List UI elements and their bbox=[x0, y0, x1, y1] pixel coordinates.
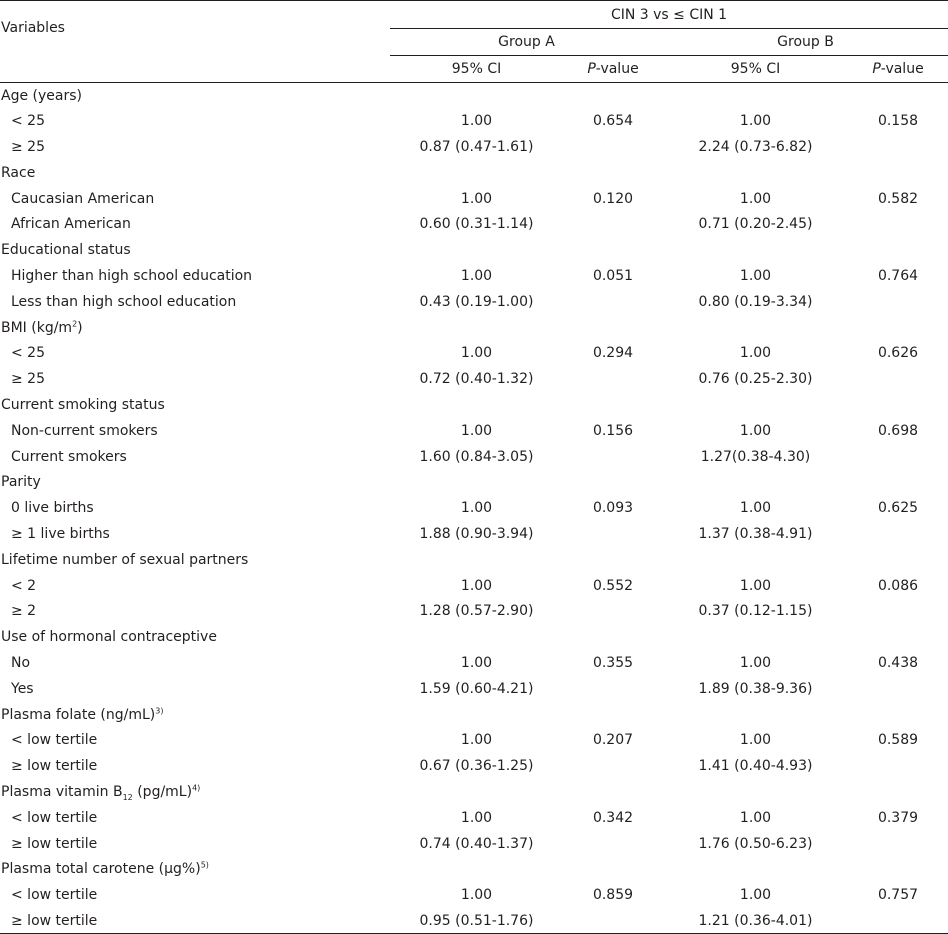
group-b-p-cell: 0.625 bbox=[877, 500, 919, 517]
label-text: ≥ 1 live births bbox=[11, 525, 110, 542]
category-row bbox=[0, 315, 948, 341]
group-b-ci-cell: 2.24 (0.73-6.82) bbox=[698, 138, 813, 155]
group-a-ci-cell: 0.74 (0.40-1.37) bbox=[419, 835, 534, 852]
label-text: < 25 bbox=[11, 113, 45, 130]
group-b-ci-cell: 1.00 bbox=[739, 654, 772, 671]
group-a-p-cell bbox=[563, 547, 663, 573]
label-superscript: 4) bbox=[192, 783, 201, 793]
label-text: ≥ 2 bbox=[11, 603, 37, 620]
subgroup-label bbox=[0, 573, 390, 599]
label-text: < 2 bbox=[11, 577, 37, 594]
category-label bbox=[0, 469, 390, 495]
group-a-p-cell bbox=[563, 598, 663, 624]
group-a-p-cell bbox=[563, 134, 663, 160]
label-text: Race bbox=[1, 164, 36, 181]
label-text: Parity bbox=[1, 474, 41, 491]
group-a-p-cell: 0.294 bbox=[592, 345, 634, 362]
group-a-ci-cell: 1.00 bbox=[460, 500, 493, 517]
group-b-p-cell bbox=[848, 83, 948, 109]
group-b-p-cell bbox=[848, 392, 948, 418]
label-superscript: 3) bbox=[155, 705, 164, 715]
subgroup-label bbox=[0, 186, 390, 212]
comparison-header: CIN 3 vs ≤ CIN 1 bbox=[390, 1, 948, 29]
group-a-ci-cell bbox=[390, 779, 563, 805]
table-row bbox=[0, 598, 948, 624]
group-a-ci-cell: 0.95 (0.51-1.76) bbox=[390, 908, 563, 934]
group-a-ci-cell: 0.87 (0.47-1.61) bbox=[419, 138, 534, 155]
group-b-p-cell bbox=[848, 469, 948, 495]
group-a-ci-cell: 1.00 bbox=[460, 267, 493, 284]
group-b-ci-cell: 1.21 (0.36-4.01) bbox=[663, 908, 848, 934]
group-a-p-cell: 0.552 bbox=[592, 577, 634, 594]
group-b-ci-cell: 0.37 (0.12-1.15) bbox=[698, 603, 813, 620]
table-row bbox=[0, 108, 948, 134]
group-b-p-cell bbox=[848, 366, 948, 392]
label-text: ≥ 25 bbox=[11, 138, 45, 155]
group-b-p-cell: 0.757 bbox=[877, 887, 919, 904]
label-text: Plasma vitamin B bbox=[1, 783, 123, 800]
subgroup-label bbox=[0, 650, 390, 676]
group-b-ci-cell: 1.37 (0.38-4.91) bbox=[698, 525, 813, 542]
table-row bbox=[0, 908, 948, 934]
category-label bbox=[0, 83, 390, 109]
group-b-p-cell bbox=[848, 753, 948, 779]
group-b-ci-cell bbox=[663, 315, 848, 341]
group-a-ci-cell: 0.43 (0.19-1.00) bbox=[419, 293, 534, 310]
label-text: Educational status bbox=[1, 242, 131, 259]
table-header bbox=[0, 1, 948, 83]
group-b-ci-cell: 1.00 bbox=[739, 190, 772, 207]
group-a-ci-header: 95% CI bbox=[390, 56, 563, 83]
label-text: < 25 bbox=[11, 345, 45, 362]
table-row bbox=[0, 289, 948, 315]
group-b-p-cell: 0.582 bbox=[877, 190, 919, 207]
subgroup-label bbox=[0, 418, 390, 444]
group-b-p-cell bbox=[848, 624, 948, 650]
group-a-p-cell bbox=[563, 444, 663, 470]
group-a-ci-cell: 1.00 bbox=[460, 345, 493, 362]
group-b-ci-cell bbox=[663, 779, 848, 805]
group-b-ci-cell bbox=[663, 624, 848, 650]
category-label bbox=[0, 160, 390, 186]
group-a-p-cell bbox=[563, 908, 663, 934]
label-text: Higher than high school education bbox=[11, 267, 253, 284]
group-a-p-cell: 0.355 bbox=[592, 654, 634, 671]
group-a-p-cell bbox=[563, 83, 663, 109]
group-a-ci-cell: 1.00 bbox=[460, 422, 493, 439]
category-label bbox=[0, 779, 390, 805]
group-a-ci-cell: 1.00 bbox=[460, 809, 493, 826]
label-text: Lifetime number of sexual partners bbox=[1, 551, 249, 568]
label-suffix: (pg/mL) bbox=[132, 783, 193, 800]
group-b-ci-cell bbox=[663, 160, 848, 186]
group-a-p-cell bbox=[563, 392, 663, 418]
group-b-p-cell bbox=[848, 444, 948, 470]
table-row bbox=[0, 263, 948, 289]
group-a-p-cell bbox=[563, 211, 663, 237]
variables-header: Variables bbox=[0, 1, 390, 56]
group-b-ci-cell: 0.80 (0.19-3.34) bbox=[698, 293, 813, 310]
label-text: Less than high school education bbox=[11, 293, 237, 310]
group-b-p-cell: 0.438 bbox=[877, 654, 919, 671]
group-a-ci-cell: 1.88 (0.90-3.94) bbox=[419, 525, 534, 542]
category-label bbox=[0, 624, 390, 650]
group-b-p-cell bbox=[848, 676, 948, 702]
group-a-p-cell: 0.654 bbox=[592, 113, 634, 130]
group-a-ci-cell bbox=[390, 237, 563, 263]
group-a-p-cell: 0.859 bbox=[592, 887, 634, 904]
group-a-p-cell bbox=[563, 366, 663, 392]
group-b-p-cell bbox=[848, 779, 948, 805]
group-b-ci-cell: 1.89 (0.38-9.36) bbox=[698, 680, 813, 697]
table-row bbox=[0, 753, 948, 779]
subgroup-label bbox=[0, 211, 390, 237]
subgroup-label bbox=[0, 598, 390, 624]
group-a-p-cell bbox=[563, 831, 663, 857]
group-b-p-cell bbox=[848, 211, 948, 237]
group-b-p-cell bbox=[848, 160, 948, 186]
group-b-ci-cell: 0.71 (0.20-2.45) bbox=[698, 216, 813, 233]
label-superscript: 2 bbox=[72, 318, 78, 328]
group-b-ci-cell: 1.76 (0.50-6.23) bbox=[698, 835, 813, 852]
group-a-ci-cell: 0.72 (0.40-1.32) bbox=[419, 371, 534, 388]
table-row bbox=[0, 444, 948, 470]
group-a-p-cell bbox=[563, 624, 663, 650]
label-text: ≥ low tertile bbox=[11, 835, 98, 852]
table-row bbox=[0, 134, 948, 160]
group-b-ci-cell: 1.00 bbox=[739, 577, 772, 594]
group-a-ci-cell bbox=[390, 469, 563, 495]
group-a-p-cell: 0.051 bbox=[592, 267, 634, 284]
group-b-ci-cell bbox=[663, 856, 848, 882]
table-body bbox=[0, 83, 948, 934]
group-a-ci-cell: 1.59 (0.60-4.21) bbox=[419, 680, 534, 697]
group-a-p-cell bbox=[563, 469, 663, 495]
group-b-p-cell bbox=[848, 831, 948, 857]
group-a-p-cell bbox=[563, 160, 663, 186]
subgroup-label bbox=[0, 882, 390, 908]
table-row bbox=[0, 882, 948, 908]
group-a-p-cell bbox=[563, 315, 663, 341]
group-a-ci-cell: 1.00 bbox=[460, 113, 493, 130]
category-row bbox=[0, 779, 948, 805]
group-b-ci-cell bbox=[663, 83, 848, 109]
label-superscript: 5) bbox=[200, 860, 209, 870]
p-italic: P bbox=[587, 61, 596, 77]
label-text: Current smokers bbox=[11, 448, 127, 465]
group-b-p-cell: 0.626 bbox=[877, 345, 919, 362]
group-a-p-cell: 0.156 bbox=[592, 422, 634, 439]
category-label bbox=[0, 702, 390, 728]
table-row bbox=[0, 418, 948, 444]
label-subscript: 12 bbox=[122, 792, 133, 802]
group-b-p-cell: 0.379 bbox=[877, 809, 919, 826]
label-text: Non-current smokers bbox=[11, 422, 158, 439]
group-b-ci-cell bbox=[663, 547, 848, 573]
group-a-p-cell bbox=[563, 237, 663, 263]
category-row bbox=[0, 160, 948, 186]
group-b-ci-cell bbox=[663, 237, 848, 263]
p-suffix: -value bbox=[880, 61, 924, 77]
group-b-ci-cell: 1.00 bbox=[739, 809, 772, 826]
group-b-p-cell bbox=[848, 702, 948, 728]
group-b-p-cell bbox=[848, 237, 948, 263]
group-a-ci-cell: 1.00 bbox=[460, 732, 493, 749]
group-b-p-cell: 0.698 bbox=[877, 422, 919, 439]
group-a-p-cell bbox=[563, 289, 663, 315]
label-text: Caucasian American bbox=[11, 190, 155, 207]
table-row bbox=[0, 521, 948, 547]
subgroup-label bbox=[0, 831, 390, 857]
category-row bbox=[0, 547, 948, 573]
label-text: < low tertile bbox=[11, 887, 98, 904]
group-b-p-cell bbox=[848, 856, 948, 882]
table-row bbox=[0, 211, 948, 237]
group-b-ci-cell: 0.76 (0.25-2.30) bbox=[698, 371, 813, 388]
label-text: Age (years) bbox=[1, 87, 82, 104]
group-a-p-cell bbox=[563, 753, 663, 779]
category-label bbox=[0, 315, 390, 341]
category-row bbox=[0, 856, 948, 882]
subgroup-label bbox=[0, 108, 390, 134]
group-b-ci-cell bbox=[663, 469, 848, 495]
group-a-ci-cell: 0.60 (0.31-1.14) bbox=[419, 216, 534, 233]
group-b-ci-cell bbox=[663, 392, 848, 418]
group-a-p-cell bbox=[563, 856, 663, 882]
category-label bbox=[0, 547, 390, 573]
group-b-p-cell bbox=[848, 134, 948, 160]
group-b-header: Group B bbox=[663, 29, 948, 56]
label-text: Yes bbox=[11, 680, 34, 697]
subgroup-label bbox=[0, 289, 390, 315]
label-text: Use of hormonal contraceptive bbox=[1, 629, 217, 646]
table-row bbox=[0, 676, 948, 702]
group-b-ci-cell: 1.00 bbox=[739, 732, 772, 749]
subgroup-label bbox=[0, 727, 390, 753]
category-label bbox=[0, 392, 390, 418]
group-a-p-cell bbox=[563, 702, 663, 728]
label-text: < low tertile bbox=[11, 809, 98, 826]
category-row bbox=[0, 469, 948, 495]
table-row bbox=[0, 650, 948, 676]
group-b-ci-cell: 1.00 bbox=[739, 345, 772, 362]
category-label bbox=[0, 237, 390, 263]
subgroup-label bbox=[0, 340, 390, 366]
subgroup-label bbox=[0, 805, 390, 831]
group-a-ci-cell: 1.28 (0.57-2.90) bbox=[419, 603, 534, 620]
category-row bbox=[0, 392, 948, 418]
label-text: < low tertile bbox=[11, 732, 98, 749]
category-row bbox=[0, 702, 948, 728]
subgroup-label bbox=[0, 366, 390, 392]
label-text: ≥ 25 bbox=[11, 371, 45, 388]
p-italic: P bbox=[872, 61, 881, 77]
label-text: No bbox=[11, 654, 31, 671]
subgroup-label bbox=[0, 263, 390, 289]
group-a-ci-cell bbox=[390, 547, 563, 573]
subgroup-label bbox=[0, 753, 390, 779]
group-b-p-header bbox=[848, 56, 948, 83]
group-b-p-cell bbox=[848, 289, 948, 315]
group-a-ci-cell: 1.00 bbox=[460, 577, 493, 594]
group-a-ci-cell bbox=[390, 624, 563, 650]
group-b-ci-header: 95% CI bbox=[663, 56, 848, 83]
group-a-ci-cell: 0.67 (0.36-1.25) bbox=[419, 758, 534, 775]
category-row bbox=[0, 83, 948, 109]
category-row bbox=[0, 237, 948, 263]
group-b-p-cell bbox=[848, 547, 948, 573]
group-a-p-cell bbox=[563, 676, 663, 702]
group-a-ci-cell bbox=[390, 702, 563, 728]
label-text: ≥ low tertile bbox=[11, 758, 98, 775]
label-text: African American bbox=[11, 216, 131, 233]
group-b-p-cell bbox=[848, 598, 948, 624]
subgroup-label bbox=[0, 521, 390, 547]
group-b-p-cell bbox=[848, 315, 948, 341]
subgroup-label bbox=[0, 495, 390, 521]
header-blank bbox=[0, 56, 390, 83]
group-a-p-cell: 0.342 bbox=[592, 809, 634, 826]
group-a-p-cell: 0.093 bbox=[592, 500, 634, 517]
group-b-ci-cell bbox=[663, 702, 848, 728]
group-a-ci-cell bbox=[390, 856, 563, 882]
p-suffix: -value bbox=[595, 61, 639, 77]
group-b-p-cell: 0.764 bbox=[877, 267, 919, 284]
group-a-p-cell bbox=[563, 521, 663, 547]
group-b-ci-cell: 1.00 bbox=[739, 422, 772, 439]
subgroup-label bbox=[0, 134, 390, 160]
category-row bbox=[0, 624, 948, 650]
group-b-ci-cell: 1.27(0.38-4.30) bbox=[700, 448, 811, 465]
group-a-p-cell: 0.120 bbox=[592, 190, 634, 207]
group-b-ci-cell: 1.00 bbox=[739, 887, 772, 904]
group-a-ci-cell: 1.00 bbox=[460, 887, 493, 904]
table-row bbox=[0, 340, 948, 366]
group-a-ci-cell bbox=[390, 83, 563, 109]
table-row bbox=[0, 495, 948, 521]
subgroup-label bbox=[0, 444, 390, 470]
label-text: Plasma total carotene (μg%) bbox=[1, 861, 201, 878]
subgroup-label bbox=[0, 908, 390, 934]
label-text: 0 live births bbox=[11, 500, 94, 517]
group-a-header: Group A bbox=[390, 29, 663, 56]
group-a-ci-cell bbox=[390, 392, 563, 418]
label-text: Plasma folate (ng/mL) bbox=[1, 706, 156, 723]
group-a-ci-cell: 1.00 bbox=[460, 654, 493, 671]
table-row bbox=[0, 805, 948, 831]
group-a-p-cell: 0.207 bbox=[592, 732, 634, 749]
table-row bbox=[0, 727, 948, 753]
group-b-p-cell bbox=[848, 521, 948, 547]
group-a-ci-cell: 1.00 bbox=[460, 190, 493, 207]
subgroup-label bbox=[0, 676, 390, 702]
group-b-ci-cell: 1.41 (0.40-4.93) bbox=[698, 758, 813, 775]
group-b-p-cell: 0.589 bbox=[877, 732, 919, 749]
table-row bbox=[0, 186, 948, 212]
group-a-ci-cell bbox=[390, 315, 563, 341]
group-a-ci-cell bbox=[390, 160, 563, 186]
label-text: ≥ low tertile bbox=[11, 912, 98, 929]
group-b-p-cell: 0.158 bbox=[877, 113, 919, 130]
category-label bbox=[0, 856, 390, 882]
label-text: BMI (kg/m bbox=[1, 319, 73, 336]
table-row bbox=[0, 366, 948, 392]
group-b-ci-cell: 1.00 bbox=[739, 267, 772, 284]
label-suffix: ) bbox=[77, 319, 83, 336]
group-a-p-cell bbox=[563, 779, 663, 805]
table-row bbox=[0, 573, 948, 599]
group-a-ci-cell: 1.60 (0.84-3.05) bbox=[419, 448, 534, 465]
group-b-ci-cell: 1.00 bbox=[739, 113, 772, 130]
group-a-p-header bbox=[563, 56, 663, 83]
label-text: Current smoking status bbox=[1, 396, 165, 413]
table-row bbox=[0, 831, 948, 857]
group-b-ci-cell: 1.00 bbox=[739, 500, 772, 517]
group-b-p-cell bbox=[848, 908, 948, 934]
group-b-p-cell: 0.086 bbox=[877, 577, 919, 594]
